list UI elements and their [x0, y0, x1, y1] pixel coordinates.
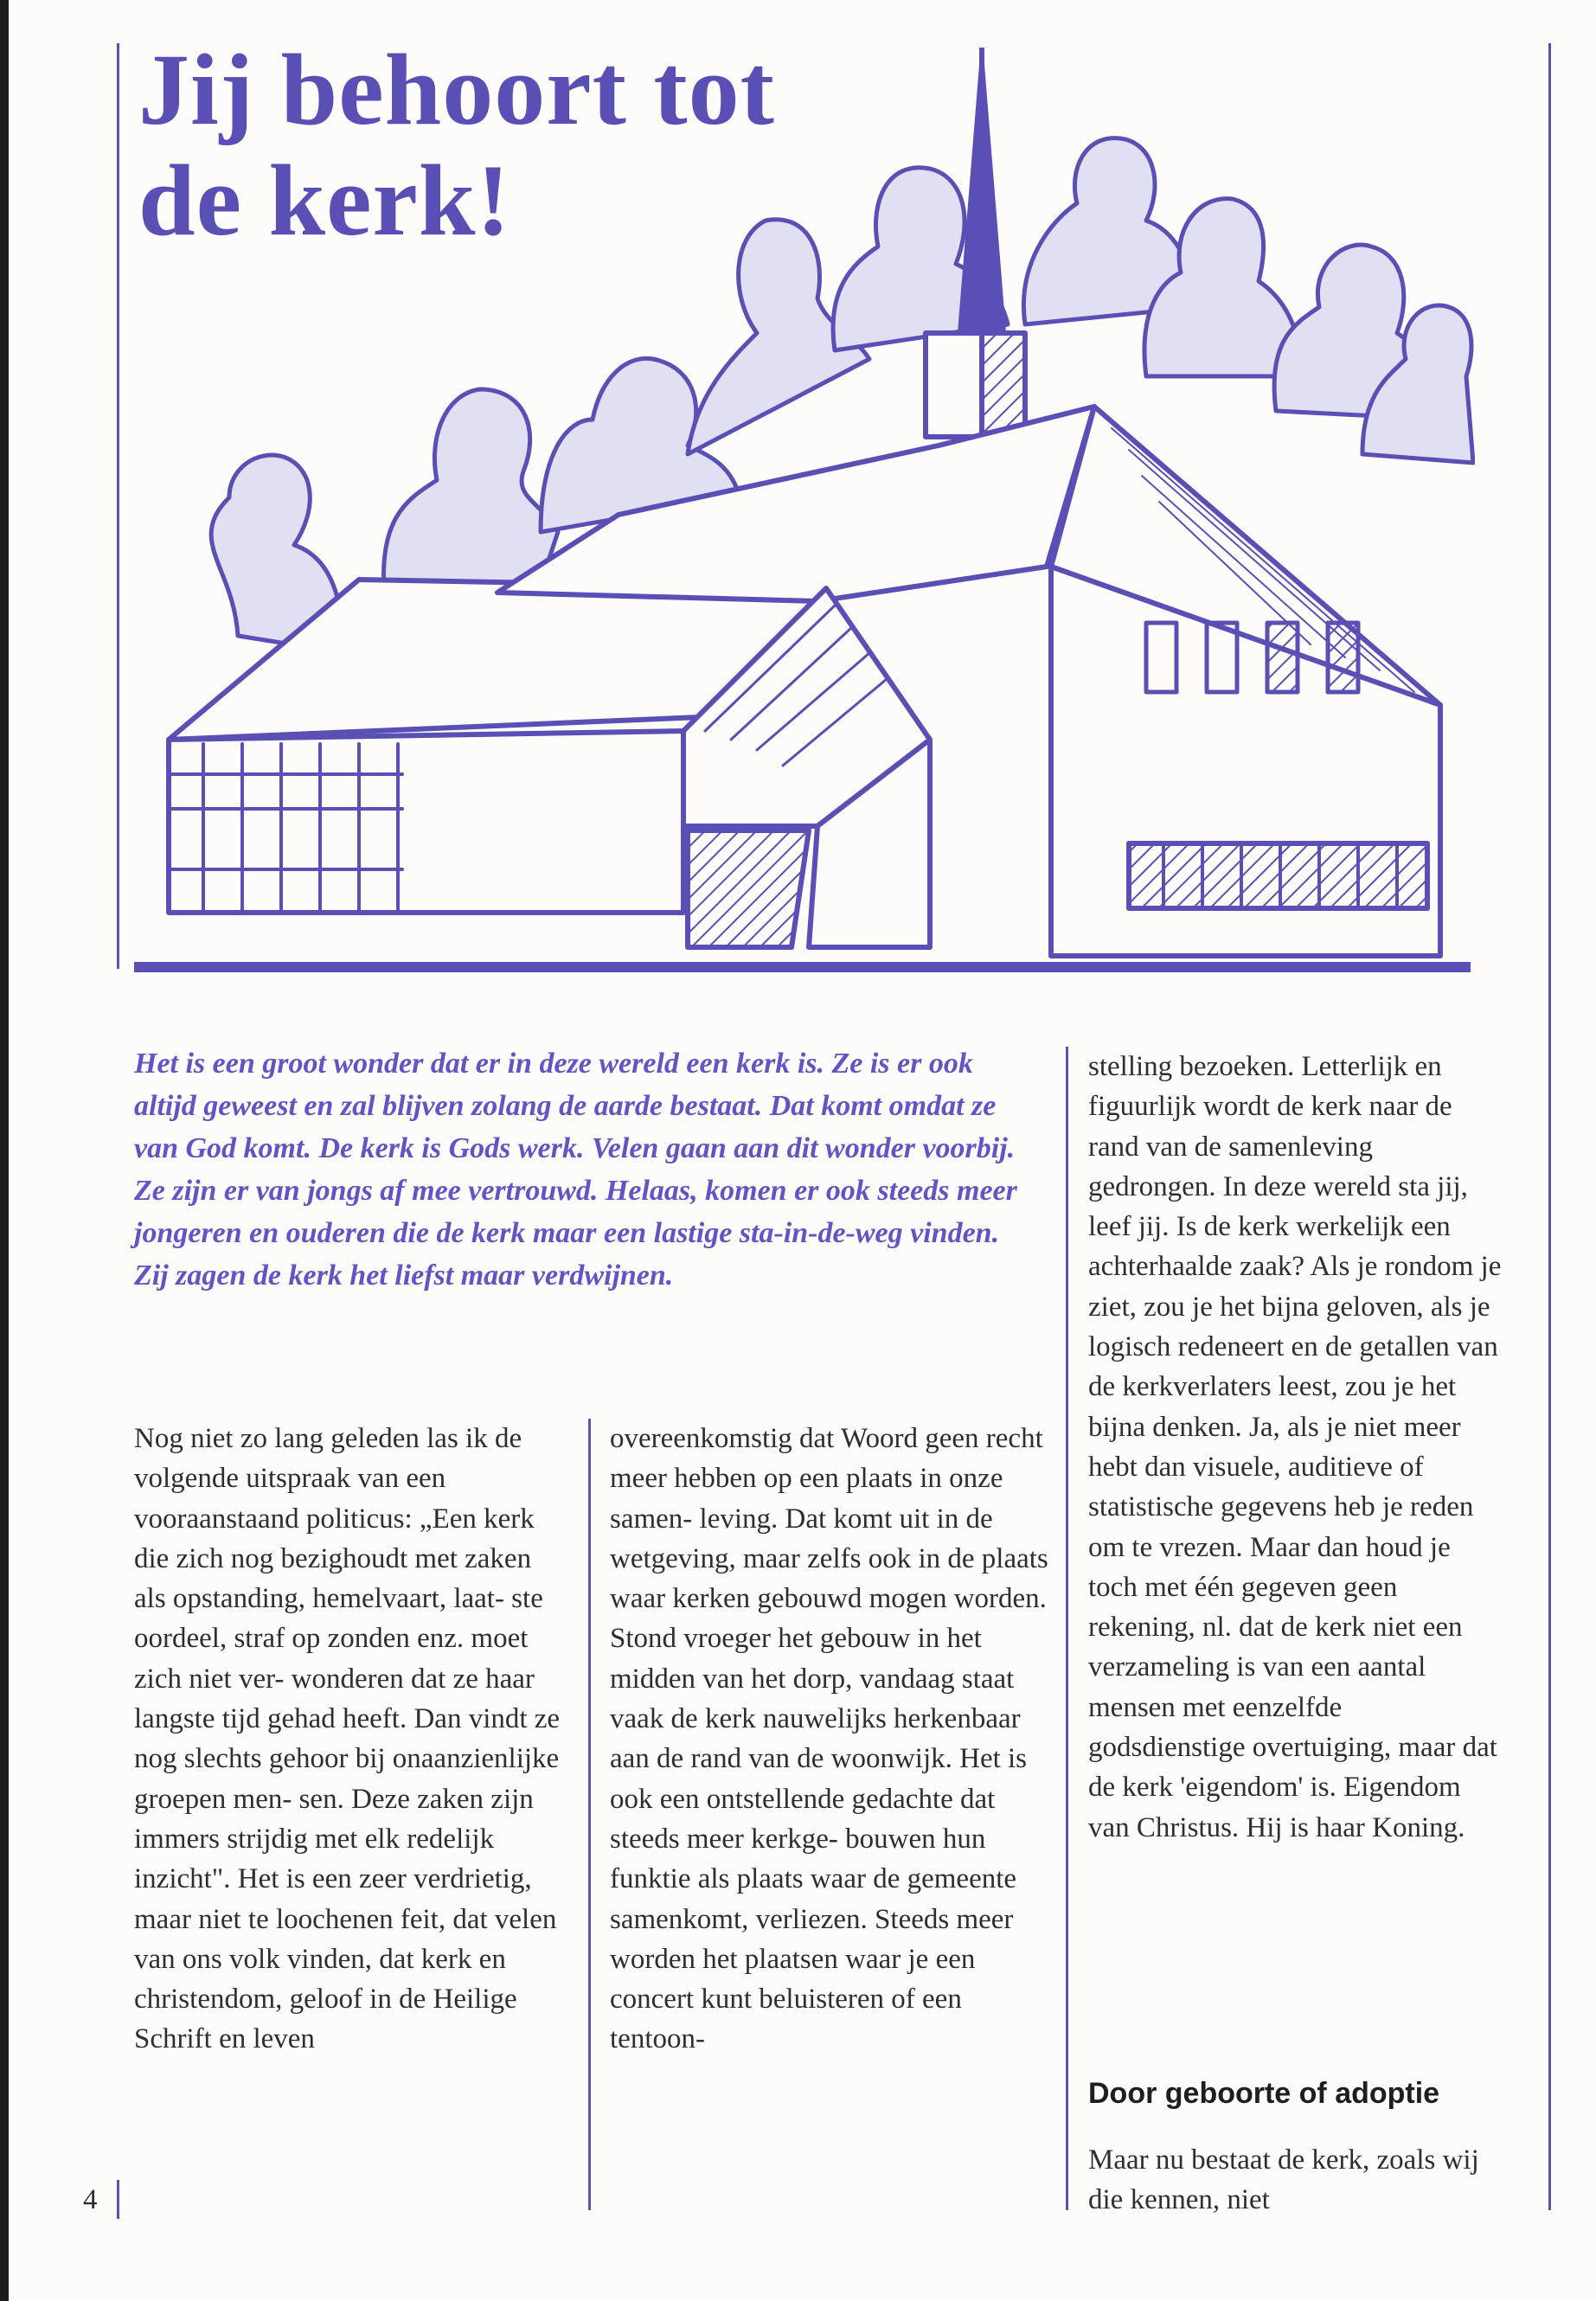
body-column-3: stelling bezoeken. Letterlijk en figuurlijk wordt de kerk naar de rand van de samenleving gedrongen. In deze wereld sta jij, leef jij. Is de kerk werkelijk een achterhaalde zaak? Als je rondom je ziet, zou je het bijna geloven, als je logisch redeneert en de getallen van de kerkverlaters leest, zou je het bijna denken. Ja, als je niet meer hebt dan visuele, auditieve of statistische gegevens heb je reden om te vrezen. Maar dan houd je toch met één gegeven geen rekening, nl. dat de kerk niet een verzameling is van een aantal mensen met eenzelfde godsdienstige overtuiging, maar dat de kerk 'eigendom' is. Eigendom van Christus. Hij is haar Koning. [1088, 1051, 1502, 1843]
page-edge [0, 0, 9, 2301]
church-building [169, 407, 1440, 956]
steeple-box-left [926, 333, 982, 437]
left-margin-rule [117, 43, 119, 969]
column-divider-right [1066, 1047, 1068, 2210]
body-column-1: Nog niet zo lang geleden las ik de volgende uitspraak van een vooraanstaand politicus: „Een kerk die zich nog bezighoudt met zaken als opstanding, hemelvaart, laat- ste oordeel, straf op zonden enz. moet zich niet ver- wonderen dat ze haar langste tijd gehad heeft. Dan vindt ze nog slechts gehoor bij onaanzienlijke groepen men- sen. Deze zaken zijn immers strijdig met elk redelijk inzicht". Het is een zeer verdrietig, maar niet te loochenen feit, dat velen van ons volk vinden, dat kerk en christendom, geloof in de Heilige Schrift en leven [134, 1423, 561, 2055]
body-column-3-continuation: Maar nu bestaat de kerk, zoals wij die kennen, niet [1088, 2144, 1479, 2216]
section-subheading: Door geboorte of adoptie [1088, 2077, 1440, 2110]
page-number: 4 [83, 2184, 98, 2215]
title-line-2: de kerk! [138, 144, 511, 257]
right-margin-rule [1548, 43, 1551, 2210]
entrance-door [688, 830, 809, 947]
page-number-rule [117, 2180, 119, 2219]
lower-window-band [1129, 843, 1427, 908]
title-line-1: Jij behoort tot [138, 33, 775, 146]
church-illustration [134, 48, 1475, 977]
column-divider-left [588, 1419, 591, 2210]
body-column-2: overeenkomstig dat Woord geen recht meer hebben op een plaats in onze samen- leving. Dat komt uit in de wetgeving, maar zelfs ook in de plaats waar kerken gebouwd mogen worden. Stond vroeger het gebouw in het midden van het dorp, vandaag staat vaak de kerk nauwelijks herkenbaar aan de rand van de woonwijk. Het is ook een ontstellende gedachte dat steeds meer kerkge- bouwen hun funktie als plaats waar de gemeente samenkomt, verliezen. Steeds meer worden het plaatsen waar je een concert kunt beluisteren of een tentoon- [610, 1423, 1048, 2055]
intro-paragraph: Het is een groot wonder dat er in deze wereld een kerk is. Ze is er ook altijd geweest en zal blijven zolang de aarde bestaat. Dat komt omdat ze van God komt. De kerk is Gods werk. Velen gaan aan dit wonder voorbij. Ze zijn er van jongs af mee vertrouwd. Helaas, komen er ook steeds meer jongeren en ouderen die de kerk maar een lastige sta-in-de-weg vinden. Zij zagen de kerk het liefst maar verdwijnen. [134, 1048, 1017, 1292]
steeple-box-right [982, 333, 1025, 437]
left-hall-wall [169, 731, 683, 913]
